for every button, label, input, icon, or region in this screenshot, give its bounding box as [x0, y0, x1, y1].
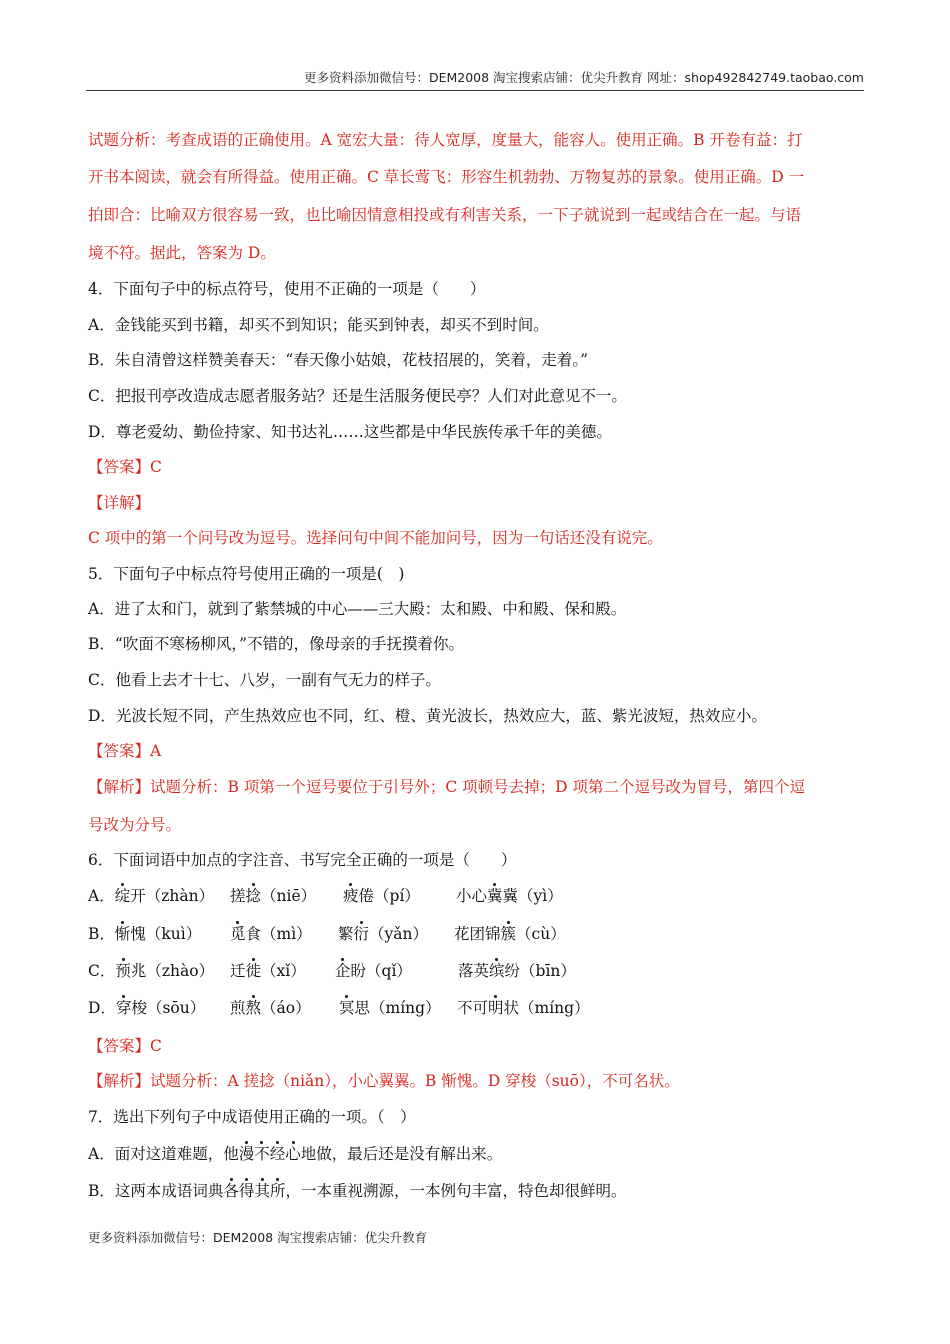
- option-b: B．这两本成语词典各得其所，一本重视溯源，一本例句丰富，特色却很鲜明。: [88, 1182, 627, 1200]
- analysis-line: 开书本阅读，就会有所得益。使用正确。C 草长莺飞：形容生机勃勃、万物复苏的景象。使用正确。D 一: [88, 168, 805, 186]
- option-d: D．光波长短不同，产生热效应也不同，红、橙、黄光波长，热效应大，蓝、紫光波短，热效应小。: [88, 707, 767, 725]
- analysis-line: 号改为分号。: [88, 816, 182, 834]
- detail-text: C 项中的第一个问号改为逗号。选择问句中间不能加问号，因为一句话还没有说完。: [88, 529, 663, 547]
- option-a: A．面对这道难题，他漫不经心地做，最后还是没有解出来。: [88, 1145, 503, 1163]
- analysis-line: 境不符。据此，答案为 D。: [88, 244, 276, 262]
- option-a: A．绽开（zhàn） 搓捻（niē） 疲倦（pí） 小心冀冀（yì）: [88, 887, 563, 905]
- header-text: 更多资料添加微信号：DEM2008 淘宝搜索店铺：优尖升教育 网址：shop492842749.taobao.com: [303, 70, 864, 85]
- answer: 【答案】C: [88, 1037, 162, 1055]
- page-footer: [88, 1228, 427, 1246]
- option-c: C．把报刊亭改造成志愿者服务站？还是生活服务便民亭？人们对此意见不一。: [88, 387, 627, 405]
- answer: 【答案】C: [88, 458, 162, 476]
- analysis-line: 【解析】试题分析：B 项第一个逗号要位于引号外；C 项顿号去掉；D 项第二个逗号改为冒号，第四个逗: [88, 778, 805, 796]
- option-d: D．尊老爱幼、勤俭持家、知书达礼……这些都是中华民族传承千年的美德。: [88, 423, 612, 441]
- option-d: D．穿梭（sōu） 煎熬（áo） 冥思（míng） 不可明状（míng）: [88, 999, 590, 1017]
- question-stem: 6．下面词语中加点的字注音、书写完全正确的一项是（ ）: [88, 851, 517, 869]
- analysis-line: 试题分析：考查成语的正确使用。A 宽宏大量：待人宽厚，度量大，能容人。使用正确。B 开卷有益：打: [88, 131, 803, 149]
- option-c: C．预兆（zhào） 迁徙（xǐ） 企盼（qǐ） 落英缤纷（bīn）: [88, 962, 576, 980]
- detail-label: 【详解】: [88, 494, 151, 512]
- page-header: [86, 68, 864, 91]
- option-b: B．“吹面不寒杨柳风，”不错的，像母亲的手抚摸着你。: [88, 635, 464, 653]
- question-stem: 5．下面句子中标点符号使用正确的一项是( ): [88, 565, 405, 583]
- option-a: A．金钱能买到书籍，却买不到知识；能买到钟表，却买不到时间。: [88, 316, 549, 334]
- option-b: B．惭愧（kuì） 觅食（mì） 繁衍（yǎn） 花团锦簇（cù）: [88, 925, 566, 943]
- option-a: A．进了太和门，就到了紫禁城的中心——三大殿：太和殿、中和殿、保和殿。: [88, 600, 627, 618]
- analysis-line: 【解析】试题分析：A 搓捻（niǎn），小心翼翼。B 惭愧。D 穿梭（suō），不可名状。: [88, 1072, 680, 1090]
- question-stem: 7．选出下列句子中成语使用正确的一项。（ ）: [88, 1108, 416, 1126]
- analysis-line: 拍即合：比喻双方很容易一致，也比喻因情意相投或有利害关系，一下子就说到一起或结合在一起。与语: [88, 206, 802, 224]
- question-stem: 4．下面句子中的标点符号，使用不正确的一项是（ ）: [88, 280, 486, 298]
- option-b: B．朱自清曾这样赞美春天：“春天像小姑娘，花枝招展的，笑着，走着。”: [88, 351, 588, 369]
- answer: 【答案】A: [88, 742, 162, 760]
- option-c: C．他看上去才十七、八岁，一副有气无力的样子。: [88, 671, 441, 689]
- footer-text: 更多资料添加微信号：DEM2008 淘宝搜索店铺：优尖升教育: [88, 1230, 428, 1245]
